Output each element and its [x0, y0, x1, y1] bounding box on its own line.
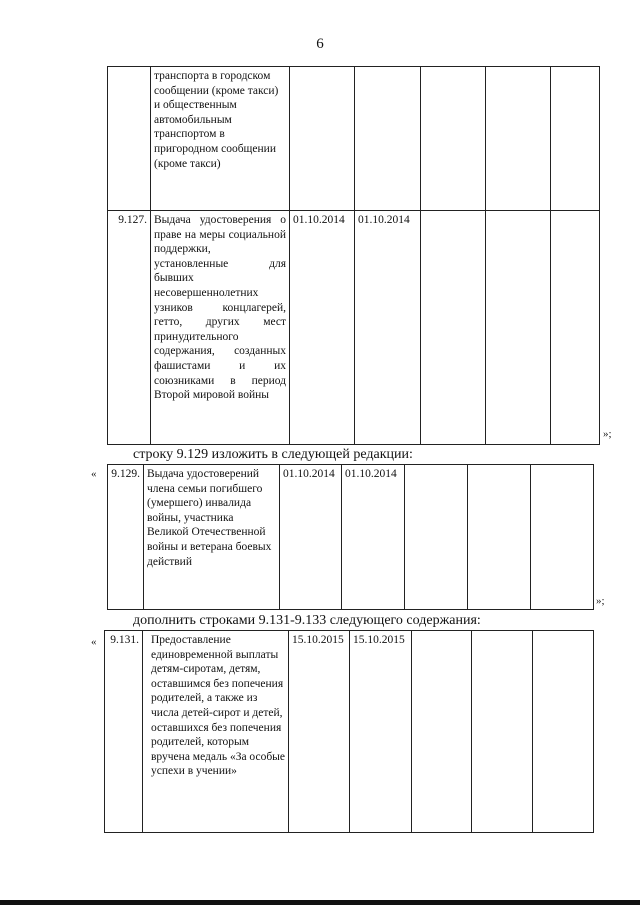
row-date-end: 01.10.2014 [355, 211, 421, 445]
empty-cell [472, 631, 533, 833]
table-row [105, 631, 594, 833]
row-description: Выдача удостоверений члена семьи погибшего (умершего) инвалида войны, участника Великой Отечественной войны и ветерана боевых действий [144, 465, 280, 610]
table-continuation [107, 66, 600, 445]
table-rows-9-131 [104, 630, 594, 833]
amendment-paragraph: строку 9.129 изложить в следующей редакции: [133, 447, 413, 462]
closing-quote-mark: »; [596, 595, 605, 607]
row-description: транспорта в городском сообщении (кроме такси) и общественным автомобильным транспортом в пригородном сообщении (кроме такси) [151, 67, 290, 211]
row-date-start: 15.10.2015 [289, 631, 350, 833]
table-row [108, 465, 594, 610]
table-row-9-129 [107, 464, 594, 610]
empty-cell [412, 631, 472, 833]
page-number: 6 [316, 36, 324, 52]
closing-quote-mark: »; [603, 428, 612, 440]
row-description: Выдача удостоверения о праве на меры социальной поддержки, установленные для бывших несовершеннолетних узников концлагерей, гетто, других мест принудительного содержания, созданных фашистами и их союзниками в период Второй мировой войны [151, 211, 290, 445]
row-date-start: 01.10.2014 [280, 465, 342, 610]
empty-cell [533, 631, 594, 833]
table-row [108, 67, 600, 211]
row-number: 9.131. [105, 631, 143, 833]
row-date-start [290, 67, 355, 211]
row-number: 9.129. [108, 465, 144, 610]
row-date-start: 01.10.2014 [290, 211, 355, 445]
empty-cell [551, 67, 600, 211]
opening-quote-mark: « [91, 468, 97, 480]
row-date-end: 15.10.2015 [350, 631, 412, 833]
empty-cell [421, 67, 486, 211]
row-date-end [355, 67, 421, 211]
row-number [108, 67, 151, 211]
empty-cell [551, 211, 600, 445]
empty-cell [468, 465, 531, 610]
empty-cell [405, 465, 468, 610]
scan-edge [0, 900, 640, 905]
row-description: Предоставление единовременной выплаты детям-сиротам, детям, оставшимся без попечения родителей, а также из числа детей-сирот и детей, оставшихся без попечения родителей, которым вручена медаль «За особые успехи в учении» [143, 631, 289, 833]
empty-cell [486, 67, 551, 211]
row-number: 9.127. [108, 211, 151, 445]
empty-cell [486, 211, 551, 445]
opening-quote-mark: « [91, 636, 97, 648]
empty-cell [421, 211, 486, 445]
table-row [108, 211, 600, 445]
row-date-end: 01.10.2014 [342, 465, 405, 610]
empty-cell [531, 465, 594, 610]
amendment-paragraph: дополнить строками 9.131-9.133 следующего содержания: [133, 613, 481, 628]
